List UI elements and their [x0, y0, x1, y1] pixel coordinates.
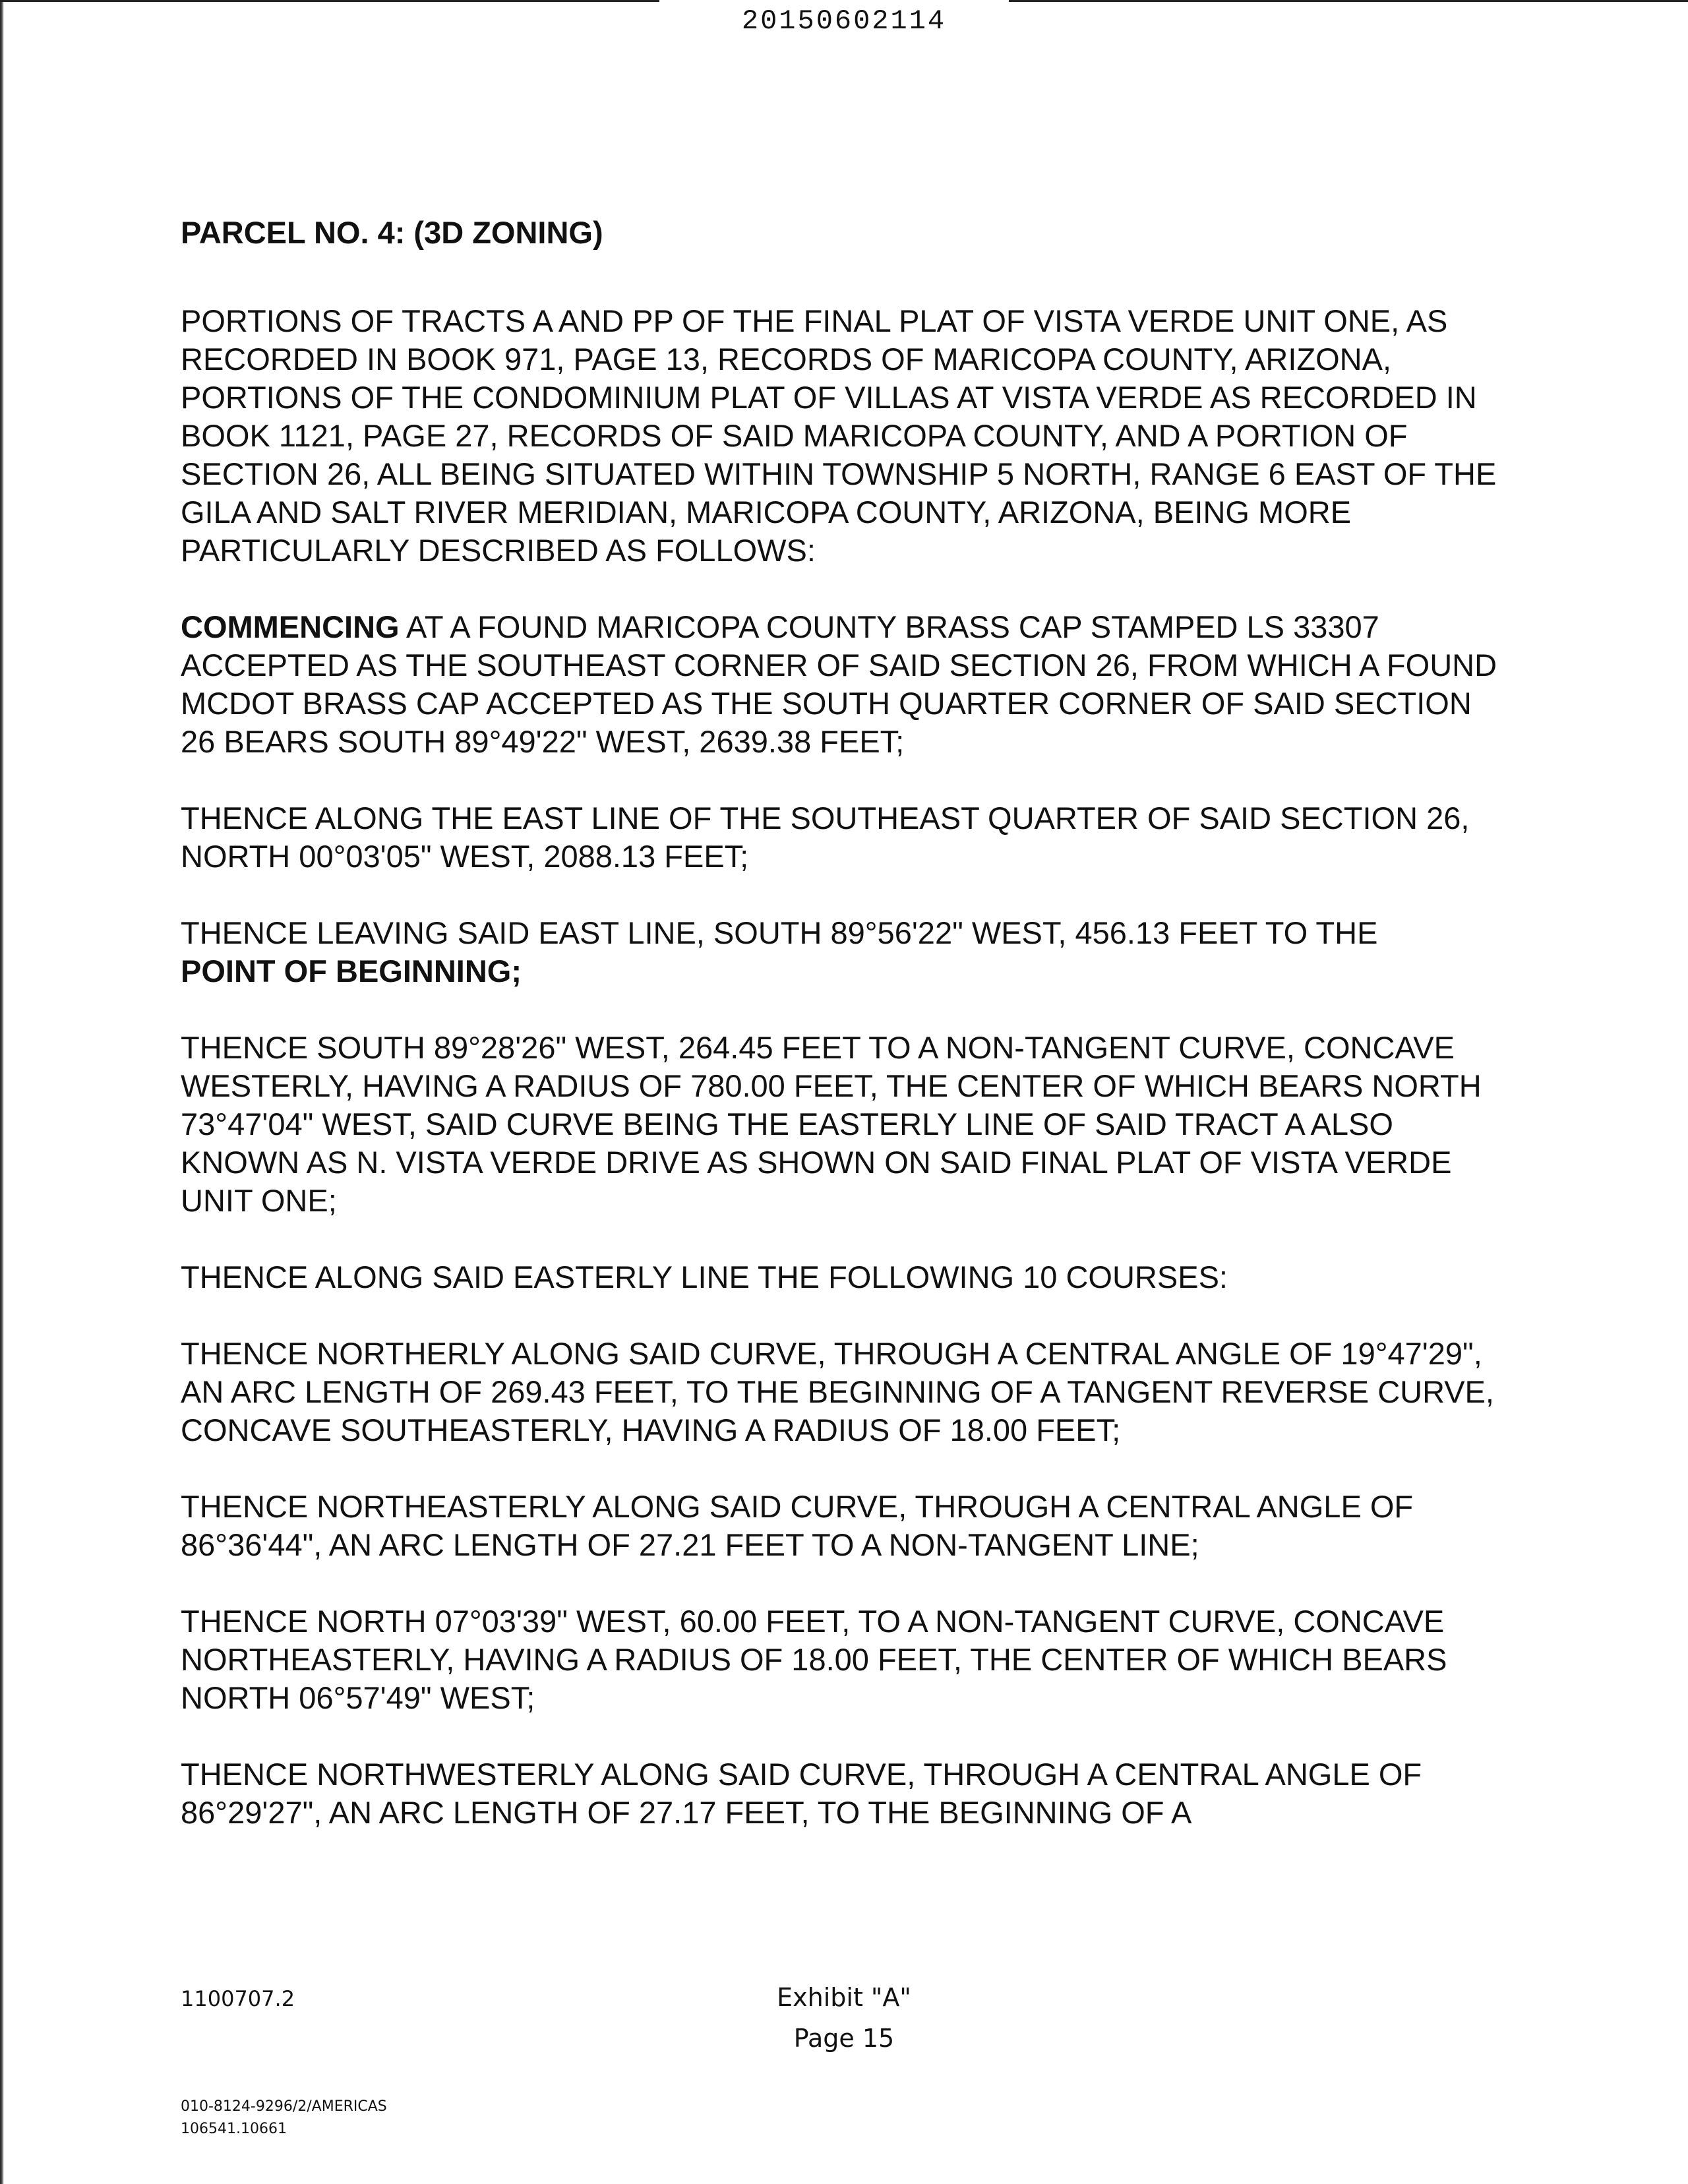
paragraph-leaving-east-line — [181, 914, 1499, 990]
paragraph-commencing — [181, 608, 1499, 761]
parcel-heading: PARCEL NO. 4: (3D ZONING) — [181, 215, 603, 250]
commencing-text: AT A FOUND MARICOPA COUNTY BRASS CAP STAMPED LS 33307 ACCEPTED AS THE SOUTHEAST CORNER OF SAID SECTION 26, FROM WHICH A FOUND MCDOT BRASS CAP ACCEPTED AS THE SOUTH QUARTER CORNER OF SAID SECTION 26 BEARS SOUTH 89°49'22" WEST, 2639.38 FEET; — [181, 609, 1497, 759]
footer-doc-id: 1100707.2 — [181, 1986, 295, 2011]
legal-description — [181, 198, 1499, 1870]
east-line-text: THENCE ALONG THE EAST LINE OF THE SOUTHEAST QUARTER OF SAID SECTION 26, — [181, 801, 1470, 835]
paragraph-east-line — [181, 799, 1499, 876]
page-number: Page 15 — [793, 2024, 895, 2053]
scan-edge — [0, 0, 4, 2184]
commencing-label: COMMENCING — [181, 609, 400, 644]
leaving-east-line-text: THENCE LEAVING SAID EAST LINE, SOUTH 89°56'22" WEST, 456.13 FEET TO THE — [181, 915, 1378, 950]
footer-exhibit-block — [0, 1977, 1688, 2059]
paragraph-portions: PORTIONS OF TRACTS A AND PP OF THE FINAL PLAT OF VISTA VERDE UNIT ONE, AS RECORDED IN BOOK 971, PAGE 13, RECORDS OF MARICOPA COUNTY, ARIZONA, PORTIONS OF THE CONDOMINIUM PLAT OF VILLAS AT VISTA VERDE AS RECORDED IN BOOK 1121, PAGE 27, RECORDS OF SAID MARICOPA COUNTY, AND A PORTION OF SECTION 26, ALL BEING SITUATED WITHIN TOWNSHIP 5 NORTH, RANGE 6 EAST OF THE GILA AND SALT RIVER MERIDIAN, MARICOPA COUNTY, ARIZONA, BEING MORE PARTICULARLY DESCRIBED AS FOLLOWS: — [181, 303, 1497, 568]
top-rule-left — [0, 0, 659, 2]
paragraph-northeasterly-curve: THENCE NORTHEASTERLY ALONG SAID CURVE, THROUGH A CENTRAL ANGLE OF 86°36'44", AN ARC LENGTH OF 27.21 FEET TO A NON-TANGENT LINE; — [181, 1489, 1414, 1562]
paragraph-north-course: THENCE NORTH 07°03'39" WEST, 60.00 FEET, TO A NON-TANGENT CURVE, CONCAVE NORTHEASTERLY, HAVING A RADIUS OF 18.00 FEET, THE CENTER OF WHICH BEARS NORTH 06°57'49" WEST; — [181, 1604, 1447, 1715]
paragraph-northwesterly-curve: THENCE NORTHWESTERLY ALONG SAID CURVE, THROUGH A CENTRAL ANGLE OF 86°29'27", AN ARC LENGTH OF 27.17 FEET, TO THE BEGINNING OF A — [181, 1757, 1422, 1830]
paragraph-easterly-line: THENCE ALONG SAID EASTERLY LINE THE FOLLOWING 10 COURSES: — [181, 1259, 1228, 1294]
top-rule-right — [1009, 0, 1688, 2]
paragraph-northerly-curve: THENCE NORTHERLY ALONG SAID CURVE, THROUGH A CENTRAL ANGLE OF 19°47'29", AN ARC LENGTH OF 269.43 FEET, TO THE BEGINNING OF A TANGENT REVERSE CURVE, CONCAVE SOUTHEASTERLY, HAVING A RADIUS OF 18.00 FEET; — [181, 1336, 1494, 1447]
exhibit-label: Exhibit "A" — [777, 1983, 911, 2012]
paragraph-south-course: THENCE SOUTH 89°28'26" WEST, 264.45 FEET TO A NON-TANGENT CURVE, CONCAVE WESTERLY, HAVING A RADIUS OF 780.00 FEET, THE CENTER OF WHICH BEARS NORTH 73°47'04" WEST, SAID CURVE BEING THE EASTERLY LINE OF SAID TRACT A ALSO KNOWN AS N. VISTA VERDE DRIVE AS SHOWN ON SAID FINAL PLAT OF VISTA VERDE UNIT ONE; — [181, 1030, 1482, 1218]
east-line-bearing: NORTH 00°03'05" WEST, 2088.13 FEET; — [181, 839, 749, 874]
footer-codes — [181, 2096, 387, 2140]
footer-code-line-1: 010-8124-9296/2/AMERICAS — [181, 2098, 387, 2115]
recording-number: 20150602114 — [741, 5, 947, 37]
footer-code-line-2: 106541.10661 — [181, 2121, 287, 2137]
point-of-beginning: POINT OF BEGINNING; — [181, 954, 522, 988]
